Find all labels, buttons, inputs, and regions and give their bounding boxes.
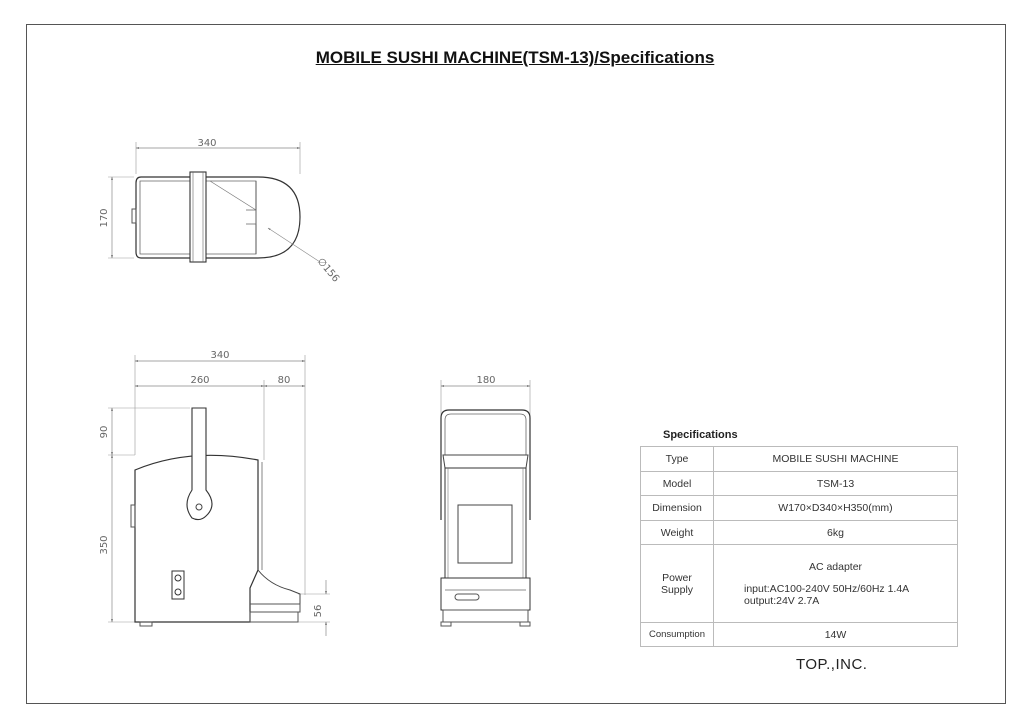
power-title: AC adapter [808, 560, 863, 573]
spec-value: TSM-13 [714, 472, 958, 496]
spec-value: W170×D340×H350(mm) [714, 496, 958, 521]
spec-label: Model [641, 472, 714, 496]
power-input: input:AC100-240V 50Hz/60Hz 1.4A [744, 582, 910, 595]
top-diameter-label: ∅156 [314, 256, 342, 285]
page-title: MOBILE SUSHI MACHINE(TSM-13)/Specifications [315, 48, 715, 67]
side-total-length-label: 340 [210, 350, 230, 361]
top-view-dimensions [99, 138, 341, 285]
top-view [108, 142, 320, 262]
spec-value [714, 545, 958, 623]
spec-label: Dimension [641, 496, 714, 521]
spec-label: Weight [641, 521, 714, 545]
spec-row-model [641, 472, 958, 496]
front-view-dimensions [441, 375, 530, 386]
specifications-table [640, 446, 958, 647]
spec-row-type [641, 447, 958, 472]
side-base-height-label: 56 [313, 604, 324, 618]
side-body-length-label: 260 [190, 375, 210, 386]
front-width-label: 180 [476, 375, 496, 386]
spec-value: MOBILE SUSHI MACHINE [714, 447, 958, 472]
power-output: output:24V 2.7A [744, 594, 820, 607]
side-handle-height-label: 90 [99, 425, 110, 439]
top-depth-label: 170 [99, 208, 110, 228]
spec-label: Consumption [641, 623, 714, 647]
side-view-dimensions [99, 350, 326, 636]
front-view [441, 380, 530, 626]
side-front-length-label: 80 [277, 375, 291, 386]
spec-row-power [641, 545, 958, 623]
top-width-label: 340 [197, 138, 217, 149]
spec-row-consumption [641, 623, 958, 647]
side-body-height-label: 350 [99, 535, 110, 555]
company-name: TOP.,INC. [796, 656, 868, 673]
spec-label [641, 545, 714, 623]
power-supply-label: Power Supply [660, 571, 694, 596]
spec-row-weight [641, 521, 958, 545]
spec-label: Type [641, 447, 714, 472]
specifications-heading: Specifications [663, 429, 738, 441]
spec-row-dimension [641, 496, 958, 521]
side-view [108, 355, 330, 626]
spec-value: 14W [714, 623, 958, 647]
spec-value: 6kg [714, 521, 958, 545]
